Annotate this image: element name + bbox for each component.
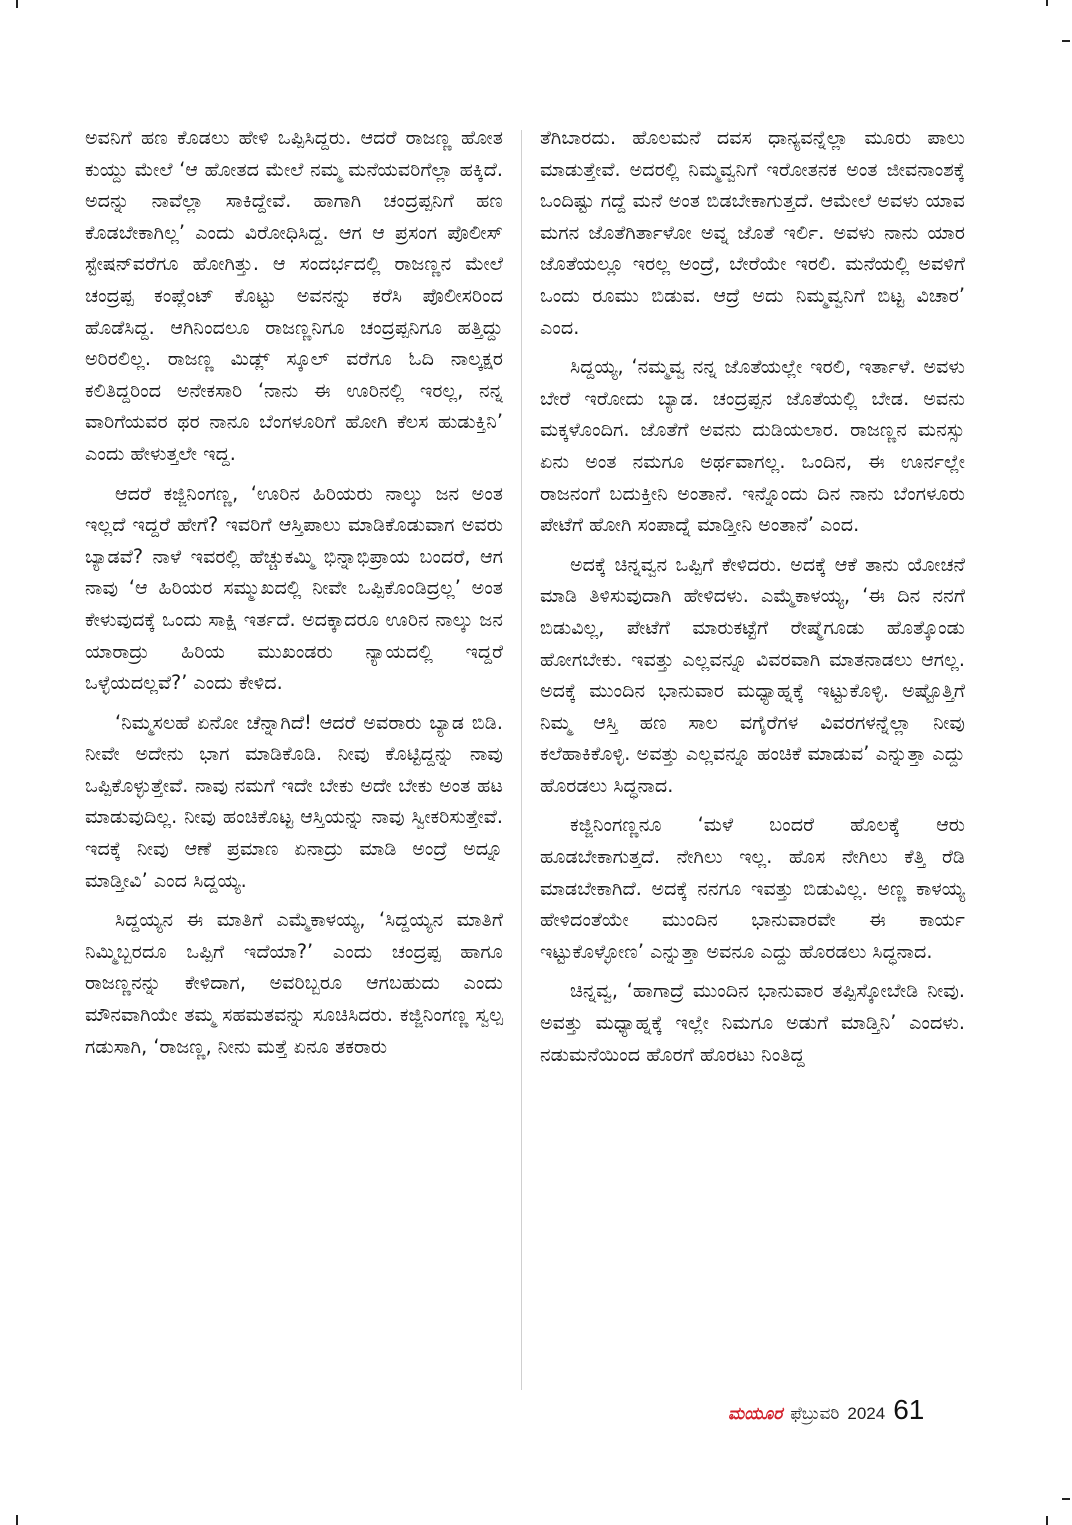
crop-mark-top-right-h [1062, 40, 1070, 42]
page-footer [728, 1394, 968, 1430]
paragraph: ಸಿದ್ದಯ್ಯ, ‘ನಮ್ಮವ್ವ ನನ್ನ ಜೊತೆಯಲ್ಲೇ ಇರಲಿ, ಇರ್ತಾಳೆ. ಅವಳು ಬೇರೆ ಇರೋದು ಬ್ಯಾಡ. ಚಂದ್ರಪ್ಪನ ಜೊತೆಯಲ್ಲಿ ಬೇಡ. ಅವನು ಮಕ್ಕಳೊಂದಿಗ. ಜೊತೆಗೆ ಅವನು ದುಡಿಯಲಾರ. ರಾಜಣ್ಣನ ಮನಸ್ಸು ಏನು ಅಂತ ನಮಗೂ ಅರ್ಥವಾಗಲ್ಲ. ಒಂದಿನ, ಈ ಊರ್ನಲ್ಲೇ ರಾಜನಂಗೆ ಬದುಕ್ತೀನಿ ಅಂತಾನೆ. ಇನ್ನೊಂದು ದಿನ ನಾನು ಬೆಂಗಳೂರು ಪೇಟೆಗೆ ಹೋಗಿ ಸಂಪಾದ್ನೆ ಮಾಡ್ತೀನಿ ಅಂತಾನೆ’ ಎಂದ. [540, 355, 965, 537]
paragraph: ಅವನಿಗೆ ಹಣ ಕೊಡಲು ಹೇಳಿ ಒಪ್ಪಿಸಿದ್ದರು. ಆದರೆ ರಾಜಣ್ಣ ಹೋತ ಕುಯ್ದು ಮೇಲೆ ‘ಆ ಹೋತದ ಮೇಲೆ ನಮ್ಮ ಮನೆಯವರಿಗೆಲ್ಲಾ ಹಕ್ಕಿದೆ. ಅದನ್ನು ನಾವೆಲ್ಲಾ ಸಾಕಿದ್ದೇವೆ. ಹಾಗಾಗಿ ಚಂದ್ರಪ್ಪನಿಗೆ ಹಣ ಕೊಡಬೇಕಾಗಿಲ್ಲ’ ಎಂದು ವಿರೋಧಿಸಿದ್ದ. ಆಗ ಆ ಪ್ರಸಂಗ ಪೊಲೀಸ್ ಸ್ಟೇಷನ್‌ವರೆಗೂ ಹೋಗಿತ್ತು. ಆ ಸಂದರ್ಭದಲ್ಲಿ ರಾಜಣ್ಣನ ಮೇಲೆ ಚಂದ್ರಪ್ಪ ಕಂಪ್ಲೆಂಟ್ ಕೊಟ್ಟು ಅವನನ್ನು ಕರೆಸಿ ಪೊಲೀಸರಿಂದ ಹೊಡೆಸಿದ್ದ. ಆಗಿನಿಂದಲೂ ರಾಜಣ್ಣನಿಗೂ ಚಂದ್ರಪ್ಪನಿಗೂ ಹತ್ತಿದ್ದು ಅರಿರಲಿಲ್ಲ. ರಾಜಣ್ಣ ಮಿಡ್ಲ್ ಸ್ಕೂಲ್ ವರೆಗೂ ಓದಿ ನಾಲ್ಕಕ್ಷರ ಕಲಿತಿದ್ದರಿಂದ ಅನೇಕಸಾರಿ ‘ನಾನು ಈ ಊರಿನಲ್ಲಿ ಇರಲ್ಲ, ನನ್ನ ವಾರಿಗೆಯವರ ಥರ ನಾನೂ ಬೆಂಗಳೂರಿಗೆ ಹೋಗಿ ಕೆಲಸ ಹುಡುಕ್ತಿನಿ’ ಎಂದು ಹೇಳುತ್ತಲೇ ಇದ್ದ. [85, 126, 503, 465]
crop-mark-bottom-left [16, 1515, 18, 1525]
crop-mark-bottom-right-v [1046, 1516, 1048, 1525]
issue-month: ಫೆಬ್ರುವರಿ [790, 1404, 840, 1424]
crop-mark-bottom-right-h [1062, 1498, 1070, 1500]
column-divider [521, 130, 522, 1390]
issue-year: 2024 [847, 1404, 886, 1423]
right-column [540, 122, 965, 1078]
page-number: 61 [893, 1394, 925, 1425]
paragraph: ತೆಗಿಬಾರದು. ಹೊಲಮನೆ ದವಸ ಧಾನ್ಯವನ್ನೆಲ್ಲಾ ಮೂರು ಪಾಲು ಮಾಡುತ್ತೇವೆ. ಅದರಲ್ಲಿ ನಿಮ್ಮವ್ವನಿಗೆ ಇರೋತನಕ ಅಂತ ಜೀವನಾಂಶಕ್ಕೆ ಒಂದಿಷ್ಟು ಗದ್ದೆ ಮನೆ ಅಂತ ಬಿಡಬೇಕಾಗುತ್ತದೆ. ಆಮೇಲೆ ಅವಳು ಯಾವ ಮಗನ ಜೊತೆಗಿರ್ತಾಳೋ ಅವ್ನ ಜೊತೆ ಇರ್ಲಿ. ಅವಳು ನಾನು ಯಾರ ಜೊತೆಯಲ್ಲೂ ಇರಲ್ಲ ಅಂದ್ರೆ, ಬೇರೆಯೇ ಇರಲಿ. ಮನೆಯಲ್ಲಿ ಅವಳಿಗೆ ಒಂದು ರೂಮು ಬಿಡುವ. ಆದ್ರೆ ಅದು ನಿಮ್ಮವ್ವನಿಗೆ ಬಿಟ್ಟ ವಿಚಾರ’ ಎಂದ. [540, 126, 965, 339]
paragraph: ಸಿದ್ದಯ್ಯನ ಈ ಮಾತಿಗೆ ಎಮ್ಮೆಕಾಳಯ್ಯ, ‘ಸಿದ್ದಯ್ಯನ ಮಾತಿಗೆ ನಿಮ್ಮಿಬ್ಬರದೂ ಒಪ್ಪಿಗೆ ಇದೆಯಾ?’ ಎಂದು ಚಂದ್ರಪ್ಪ ಹಾಗೂ ರಾಜಣ್ಣನನ್ನು ಕೇಳಿದಾಗ, ಅವರಿಬ್ಬರೂ ಆಗಬಹುದು ಎಂದು ಮೌನವಾಗಿಯೇ ತಮ್ಮ ಸಹಮತವನ್ನು ಸೂಚಿಸಿದರು. ಕಜ್ಜಿನಿಂಗಣ್ಣ ಸ್ವಲ್ಪ ಗಡುಸಾಗಿ, ‘ರಾಜಣ್ಣ, ನೀನು ಮತ್ತೆ ಏನೂ ತಕರಾರು [85, 908, 503, 1058]
left-column [85, 122, 503, 1070]
paragraph: ಆದರೆ ಕಜ್ಜಿನಿಂಗಣ್ಣ, ‘ಊರಿನ ಹಿರಿಯರು ನಾಲ್ಕು ಜನ ಅಂತ ಇಲ್ಲದೆ ಇದ್ದರೆ ಹೇಗೆ? ಇವರಿಗೆ ಆಸ್ತಿಪಾಲು ಮಾಡಿಕೊಡುವಾಗ ಅವರು ಬ್ಯಾಡವೆ? ನಾಳೆ ಇವರಲ್ಲಿ ಹೆಚ್ಚುಕಮ್ಮಿ ಭಿನ್ನಾಭಿಪ್ರಾಯ ಬಂದರೆ, ಆಗ ನಾವು ‘ಆ ಹಿರಿಯರ ಸಮ್ಮುಖದಲ್ಲಿ ನೀವೇ ಒಪ್ಪಿಕೊಂಡಿದ್ರಲ್ಲ’ ಅಂತ ಕೇಳುವುದಕ್ಕೆ ಒಂದು ಸಾಕ್ಷಿ ಇರ್ತದೆ. ಅದಕ್ಕಾದರೂ ಊರಿನ ನಾಲ್ಕು ಜನ ಯಾರಾದ್ರು ಹಿರಿಯ ಮುಖಂಡರು ನ್ಯಾಯದಲ್ಲಿ ಇದ್ದರೆ ಒಳ್ಳೆಯದಲ್ಲವೆ?’ ಎಂದು ಕೇಳಿದ. [85, 481, 503, 695]
paragraph: ‘ನಿಮ್ಮಸಲಹೆ ಏನೋ ಚೆನ್ನಾಗಿದೆ! ಆದರೆ ಅವರಾರು ಬ್ಯಾಡ ಬಿಡಿ. ನೀವೇ ಅದೇನು ಭಾಗ ಮಾಡಿಕೊಡಿ. ನೀವು ಕೊಟ್ಟಿದ್ದನ್ನು ನಾವು ಒಪ್ಪಿಕೊಳ್ಳುತ್ತೇವೆ. ನಾವು ನಮಗೆ ಇದೇ ಬೇಕು ಅದೇ ಬೇಕು ಅಂತ ಹಟ ಮಾಡುವುದಿಲ್ಲ. ನೀವು ಹಂಚಿಕೊಟ್ಟ ಆಸ್ತಿಯನ್ನು ನಾವು ಸ್ವೀಕರಿಸುತ್ತೇವೆ. ಇದಕ್ಕೆ ನೀವು ಆಣೆ ಪ್ರಮಾಣ ಏನಾದ್ರು ಮಾಡಿ ಅಂದ್ರೆ ಅದ್ನೂ ಮಾಡ್ತೀವಿ’ ಎಂದ ಸಿದ್ದಯ್ಯ. [85, 710, 503, 892]
paragraph: ಅದಕ್ಕೆ ಚಿನ್ನವ್ವನ ಒಪ್ಪಿಗೆ ಕೇಳಿದರು. ಅದಕ್ಕೆ ಆಕೆ ತಾನು ಯೋಚನೆ ಮಾಡಿ ತಿಳಿಸುವುದಾಗಿ ಹೇಳಿದಳು. ಎಮ್ಮೆಕಾಳಯ್ಯ, ‘ಈ ದಿನ ನನಗೆ ಬಿಡುವಿಲ್ಲ, ಪೇಟೆಗೆ ಮಾರುಕಟ್ಟೆಗೆ ರೇಷ್ಮೆಗೂಡು ಹೊತ್ಕೊಂಡು ಹೋಗಬೇಕು. ಇವತ್ತು ಎಲ್ಲವನ್ನೂ ವಿವರವಾಗಿ ಮಾತನಾಡಲು ಆಗಲ್ಲ. ಅದಕ್ಕೆ ಮುಂದಿನ ಭಾನುವಾರ ಮಧ್ಯಾಹ್ನಕ್ಕೆ ಇಟ್ಟುಕೊಳ್ಳಿ. ಅಷ್ಟೊತ್ತಿಗೆ ನಿಮ್ಮ ಆಸ್ತಿ ಹಣ ಸಾಲ ವಗೈರೆಗಳ ವಿವರಗಳನ್ನೆಲ್ಲಾ ನೀವು ಕಲೆಹಾಕಿಕೊಳ್ಳಿ. ಅವತ್ತು ಎಲ್ಲವನ್ನೂ ಹಂಚಿಕೆ ಮಾಡುವ’ ಎನ್ನುತ್ತಾ ಎದ್ದು ಹೊರಡಲು ಸಿದ್ಧನಾದ. [540, 552, 965, 797]
magazine-logo: ಮಯೂರ [728, 1404, 783, 1424]
crop-mark-top-right-v [1046, 0, 1048, 6]
paragraph: ಚಿನ್ನವ್ವ, ‘ಹಾಗಾದ್ರೆ ಮುಂದಿನ ಭಾನುವಾರ ತಪ್ಪಿಸ್ಕೋಬೇಡಿ ನೀವು. ಅವತ್ತು ಮಧ್ಯಾಹ್ನಕ್ಕೆ ಇಲ್ಲೇ ನಿಮಗೂ ಅಡುಗೆ ಮಾಡ್ತಿನಿ’ ಎಂದಳು. ನಡುಮನೆಯಿಂದ ಹೊರಗೆ ಹೊರಟು ನಿಂತಿದ್ದ [540, 979, 965, 1066]
crop-mark-top-left [16, 0, 18, 8]
paragraph: ಕಜ್ಜಿನಿಂಗಣ್ಣನೂ ‘ಮಳೆ ಬಂದರೆ ಹೊಲಕ್ಕೆ ಆರು ಹೂಡಬೇಕಾಗುತ್ತದೆ. ನೇಗಿಲು ಇಲ್ಲ. ಹೊಸ ನೇಗಿಲು ಕೆತ್ತಿ ರೆಡಿ ಮಾಡಬೇಕಾಗಿದೆ. ಅದಕ್ಕೆ ನನಗೂ ಇವತ್ತು ಬಿಡುವಿಲ್ಲ. ಅಣ್ಣ ಕಾಳಯ್ಯ ಹೇಳಿದಂತೆಯೇ ಮುಂದಿನ ಭಾನುವಾರವೇ ಈ ಕಾರ್ಯ ಇಟ್ಟುಕೊಳ್ಳೋಣ’ ಎನ್ನುತ್ತಾ ಅವನೂ ಎದ್ದು ಹೊರಡಲು ಸಿದ್ಧನಾದ. [540, 813, 965, 963]
